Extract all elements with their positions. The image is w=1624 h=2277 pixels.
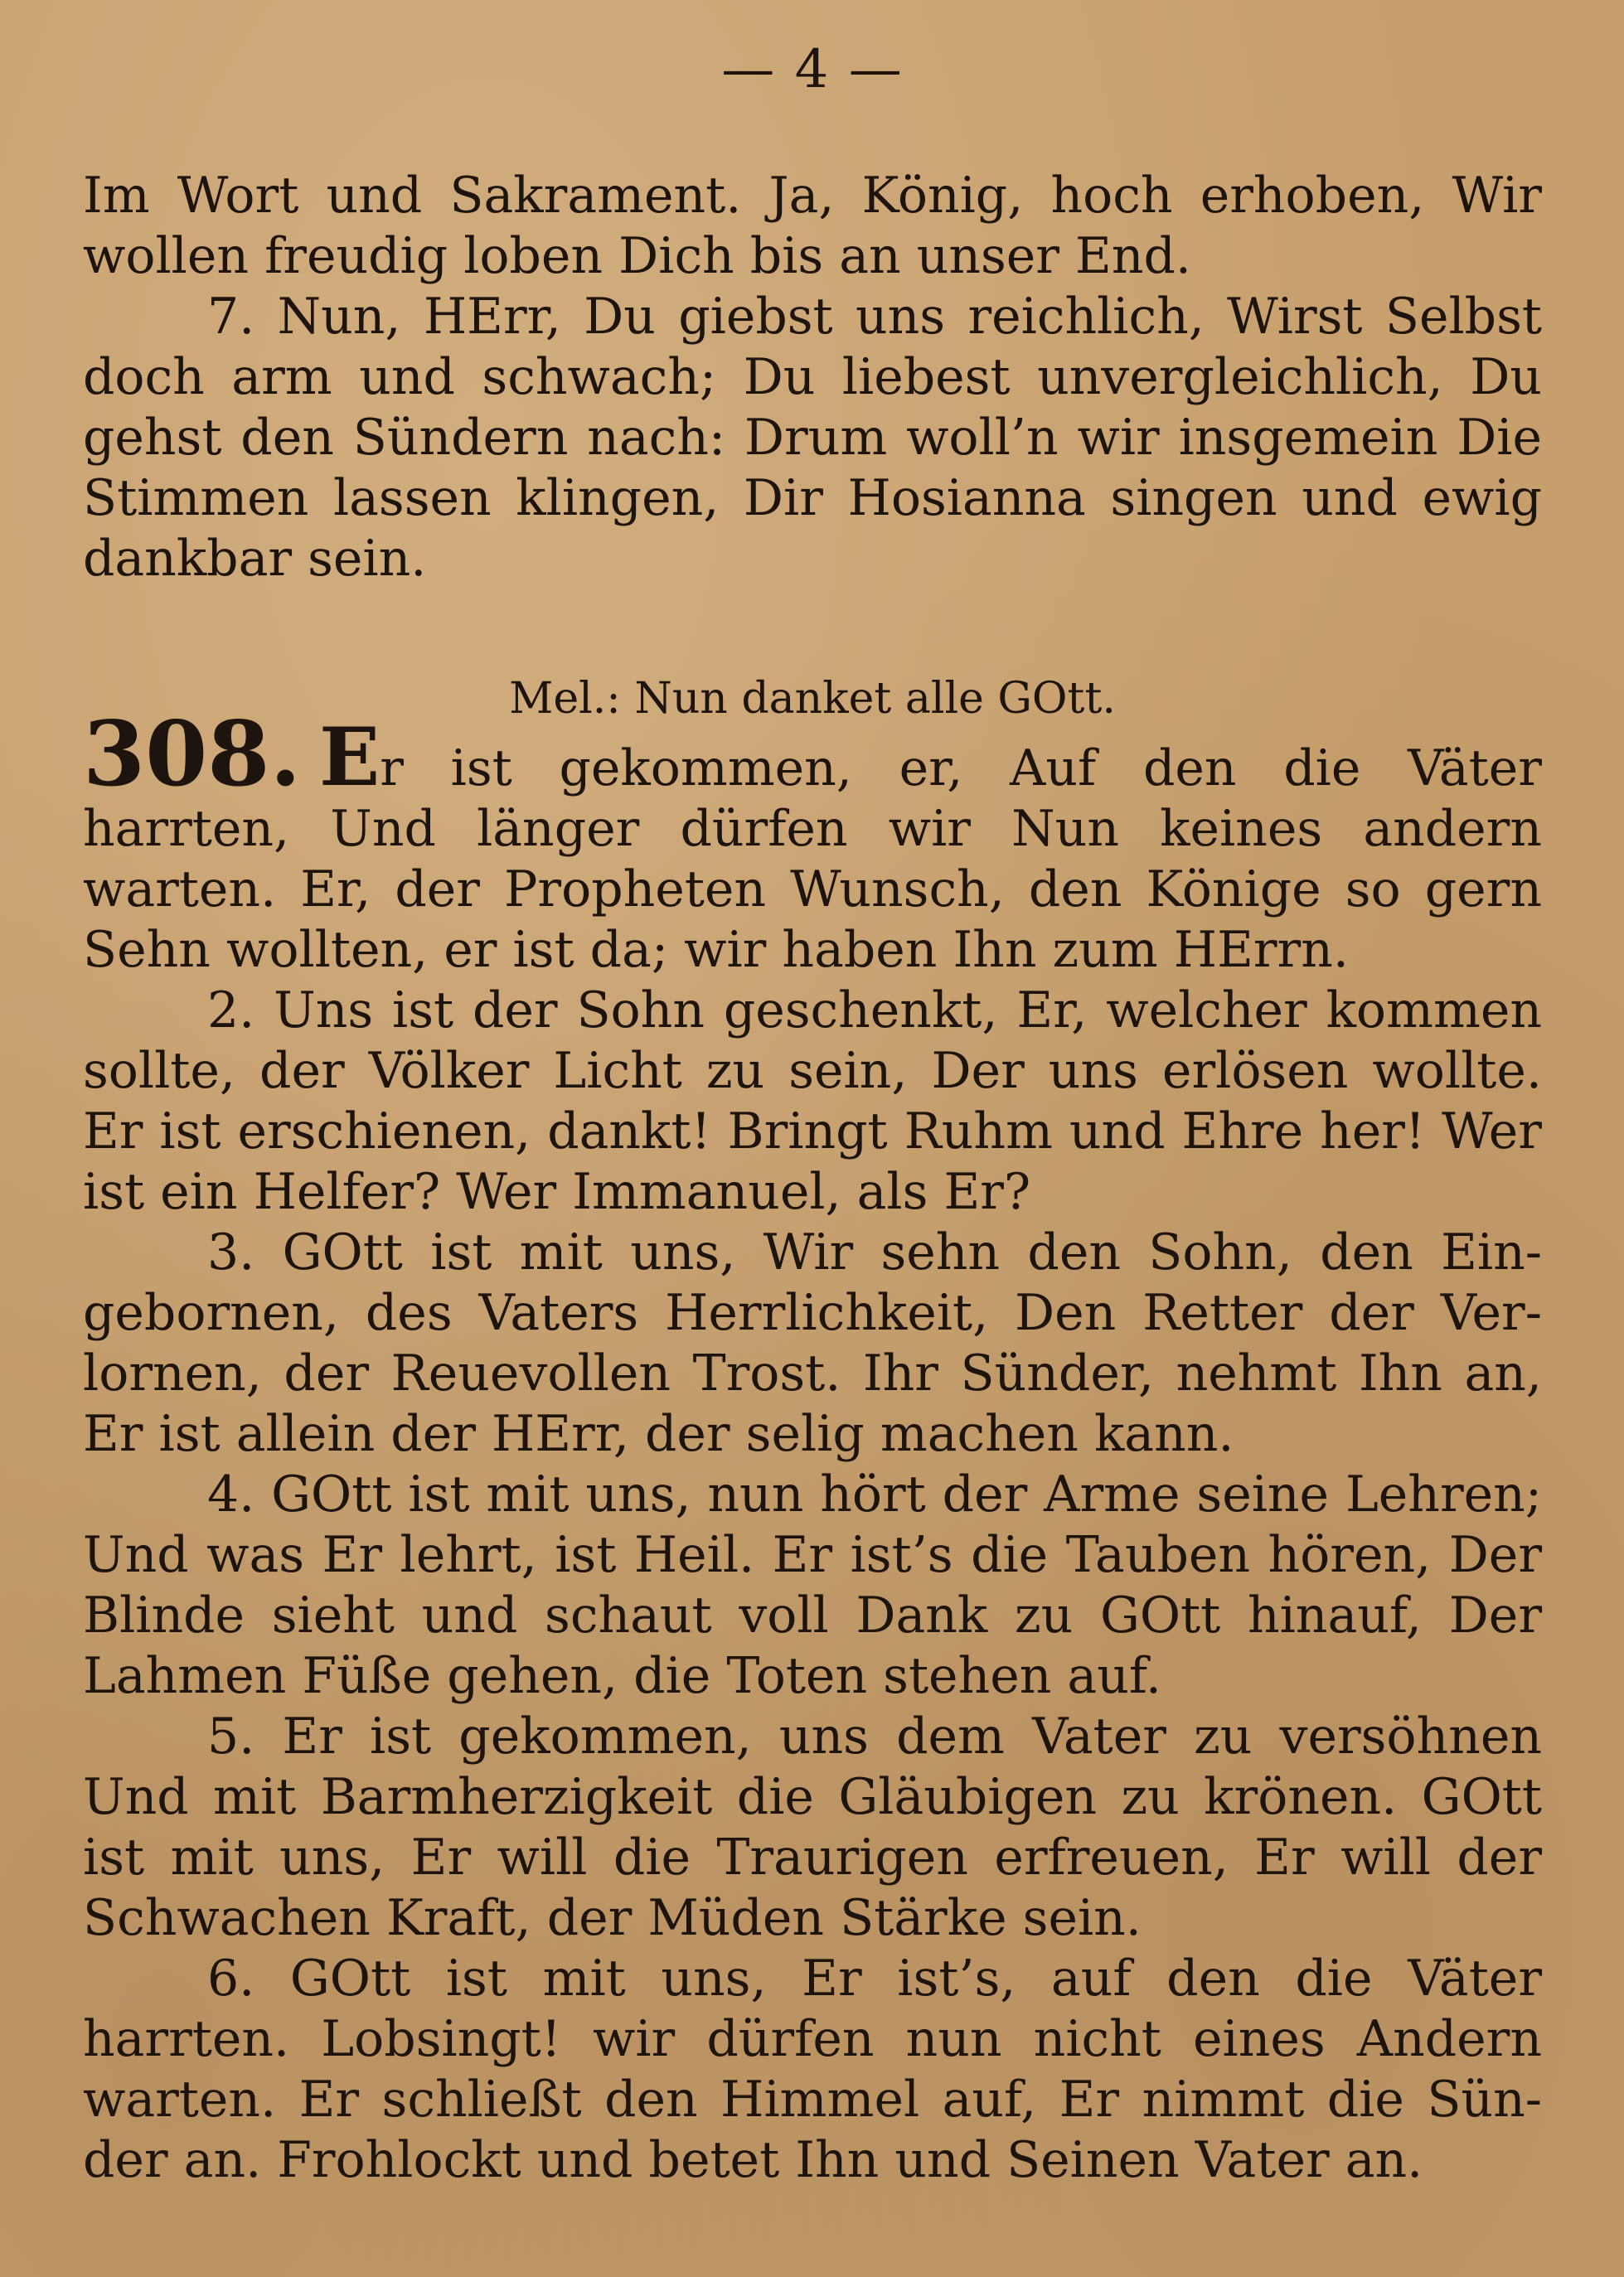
hymn-verse-2: 2. Uns ist der Sohn geschenkt, Er, welcher kommen sollte, der Völker Licht zu sein, Der uns erlösen wollte. Er ist erschienen, dankt! Bringt Ruhm und Ehre her! Wer ist ein Helfer? Wer Immanuel, als Er? xyxy=(83,981,1542,1221)
continued-verse-end: Im Wort und Sakrament. Ja, König, hoch erhoben, Wir wollen freudig loben Dich bis an unser End. xyxy=(83,167,1542,285)
melody-line: Mel.: Nun danket alle GOtt. xyxy=(509,674,1116,724)
hymn-verse-4: 4. GOtt ist mit uns, nun hört der Arme seine Lehren; Und was Er lehrt, ist Heil. Er ist’s die Tauben hören, Der Blinde sieht und schaut voll Dank zu GOtt hinauf, Der Lahmen Füße gehen, die Toten stehen auf. xyxy=(83,1466,1542,1705)
continuation-text xyxy=(83,166,1542,589)
hymn-308 xyxy=(83,702,1542,2191)
page-number: — 4 — xyxy=(721,39,904,100)
hymn-number: 308. xyxy=(83,702,302,807)
verse-1-text: r ist gekommen, er, Auf den die Väter harrten, Und länger dürfen wir Nun keines andern warten. Er, der Propheten Wunsch, den Könige so gern Sehn wollten, er ist da; wir haben Ihn zum HErrn. xyxy=(83,739,1542,979)
hymn-verse-1 xyxy=(83,702,1542,981)
initial-letter: E xyxy=(319,710,381,804)
book-page xyxy=(83,0,1542,2277)
hymn-verse-3: 3. GOtt ist mit uns, Wir sehn den Sohn, den Ein-gebornen, des Vaters Herrlichkeit, Den Retter der Ver-lornen, der Reuevollen Trost. Ihr Sünder, nehmt Ihn an, Er ist allein der HErr, der selig machen kann. xyxy=(83,1223,1542,1463)
hymn-verse-6: 6. GOtt ist mit uns, Er ist’s, auf den die Väter harrten. Lobsingt! wir dürfen nun nicht eines Andern warten. Er schließt den Himmel auf, Er nimmt die Sün-der an. Frohlockt und betet Ihn und Seinen Vater an. xyxy=(83,1950,1542,2189)
hymn-verse-5: 5. Er ist gekommen, uns dem Vater zu versöhnen Und mit Barmherzigkeit die Gläubigen zu krönen. GOtt ist mit uns, Er will die Traurigen erfreuen, Er will der Schwachen Kraft, der Müden Stärke sein. xyxy=(83,1708,1542,1947)
verse-7: 7. Nun, HErr, Du giebst uns reichlich, Wirst Selbst doch arm und schwach; Du liebest unvergleichlich, Du gehst den Sündern nach: Drum woll’n wir insgemein Die Stimmen lassen klingen, Dir Hosianna singen und ewig dankbar sein. xyxy=(83,288,1542,588)
